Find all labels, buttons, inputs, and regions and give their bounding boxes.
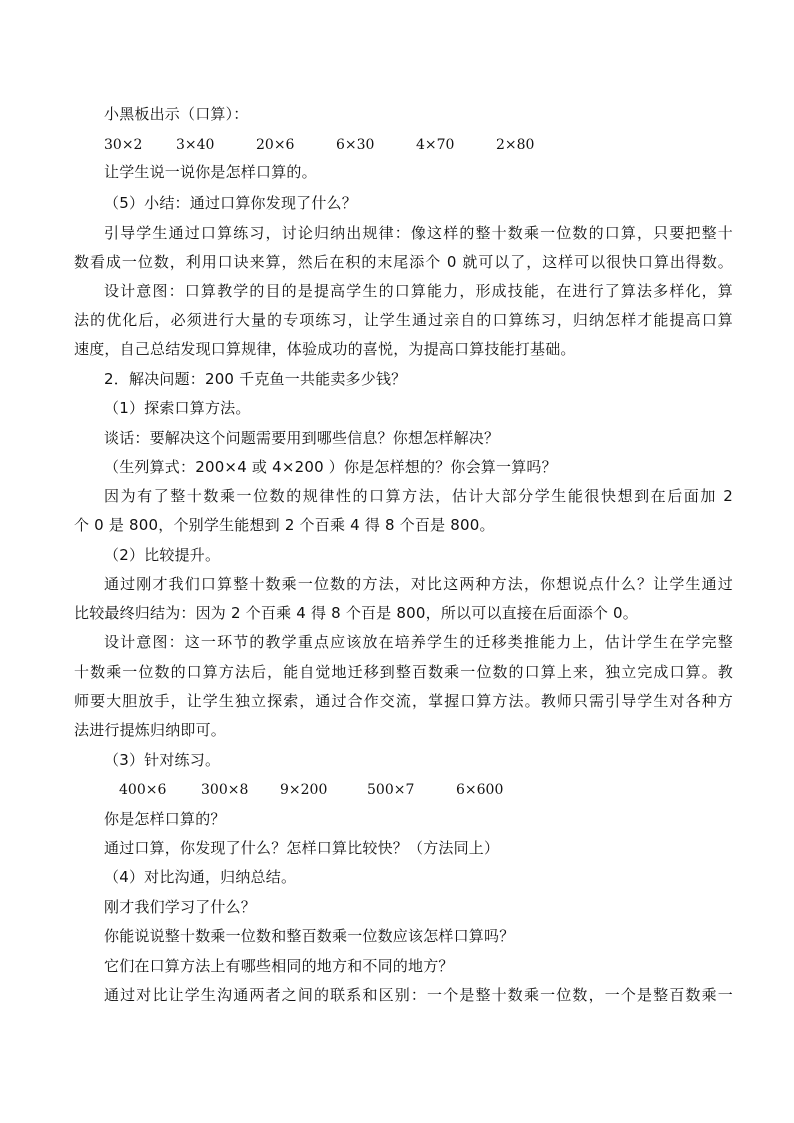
text-line: 个 0 是 800，个别学生能想到 2 个百乘 4 得 8 个百是 800。 [74, 516, 495, 534]
text-line: 它们在口算方法上有哪些相同的地方和不同的地方？ [104, 957, 454, 975]
exercise-item: 4×70 [416, 137, 455, 153]
text-line: 十数乘一位数的口算方法后，能自觉地迁移到整百数乘一位数的口算上来，独立完成口算。教 [74, 663, 733, 681]
exercise-item: 30×2 [104, 137, 143, 153]
text-line: （2）比较提升。 [104, 546, 221, 564]
text-line: 设计意图：这一环节的教学重点应该放在培养学生的迁移类推能力上，估计学生在学完整 [104, 633, 733, 651]
text-line: 2．解决问题：200 千克鱼一共能卖多少钱？ [104, 370, 407, 388]
text-line: 通过口算，你发现了什么？怎样口算比较快？（方法同上） [104, 839, 500, 857]
exercise-item: 2×80 [496, 137, 535, 153]
text-line: 刚才我们学习了什么？ [104, 898, 257, 916]
text-line: 让学生说一说你是怎样口算的。 [104, 163, 317, 181]
exercise-item: 20×6 [256, 137, 295, 153]
exercise-item: 400×6 [119, 782, 167, 798]
text-line: 法进行提炼归纳即可。 [74, 721, 227, 739]
text-line: （4）对比沟通，归纳总结。 [104, 868, 297, 886]
text-line: 引导学生通过口算练习，讨论归纳出规律：像这样的整十数乘一位数的口算，只要把整十 [104, 224, 733, 242]
text-line: 数看成一位数，利用口诀来算，然后在积的末尾添个 0 就可以了，这样可以很快口算出得数。 [74, 253, 733, 271]
text-line: 你能说说整十数乘一位数和整百数乘一位数应该怎样口算吗？ [104, 927, 515, 945]
exercise-item: 6×600 [456, 782, 504, 798]
text-line: 你是怎样口算的？ [104, 810, 226, 828]
exercise-item: 3×40 [176, 137, 215, 153]
text-line: 比较最终归结为：因为 2 个百乘 4 得 8 个百是 800，所以可以直接在后面添个 0。 [74, 604, 638, 622]
text-line: 师要大胆放手，让学生独立探索，通过合作交流，掌握口算方法。教师只需引导学生对各种方 [74, 692, 733, 710]
text-line: （5）小结：通过口算你发现了什么？ [104, 194, 357, 212]
text-line: 法的优化后，必须进行大量的专项练习，让学生通过亲自的口算练习，归纳怎样才能提高口算 [74, 311, 733, 329]
exercise-item: 6×30 [336, 137, 375, 153]
exercise-item: 9×200 [280, 782, 328, 798]
exercise-item: 300×8 [201, 782, 249, 798]
text-line: 速度，自己总结发现口算规律，体验成功的喜悦，为提高口算技能打基础。 [74, 340, 576, 358]
text-line: 通过刚才我们口算整十数乘一位数的方法，对比这两种方法，你想说点什么？让学生通过 [104, 575, 733, 593]
text-line: 因为有了整十数乘一位数的规律性的口算方法，估计大部分学生能很快想到在后面加 2 [104, 487, 733, 505]
text-line: 设计意图：口算教学的目的是提高学生的口算能力，形成技能，在进行了算法多样化，算 [104, 282, 733, 300]
exercise-item: 500×7 [367, 782, 415, 798]
text-line: （1）探索口算方法。 [104, 399, 251, 417]
text-line: 谈话：要解决这个问题需要用到哪些信息？你想怎样解决？ [104, 429, 500, 447]
text-line: 小黑板出示（口算）： [104, 105, 249, 123]
text-line: 通过对比让学生沟通两者之间的联系和区别：一个是整十数乘一位数，一个是整百数乘一 [104, 986, 733, 1004]
text-line: （3）针对练习。 [104, 751, 221, 769]
text-line: （生列算式：200×4 或 4×200 ）你是怎样想的？你会算一算吗？ [104, 458, 557, 476]
